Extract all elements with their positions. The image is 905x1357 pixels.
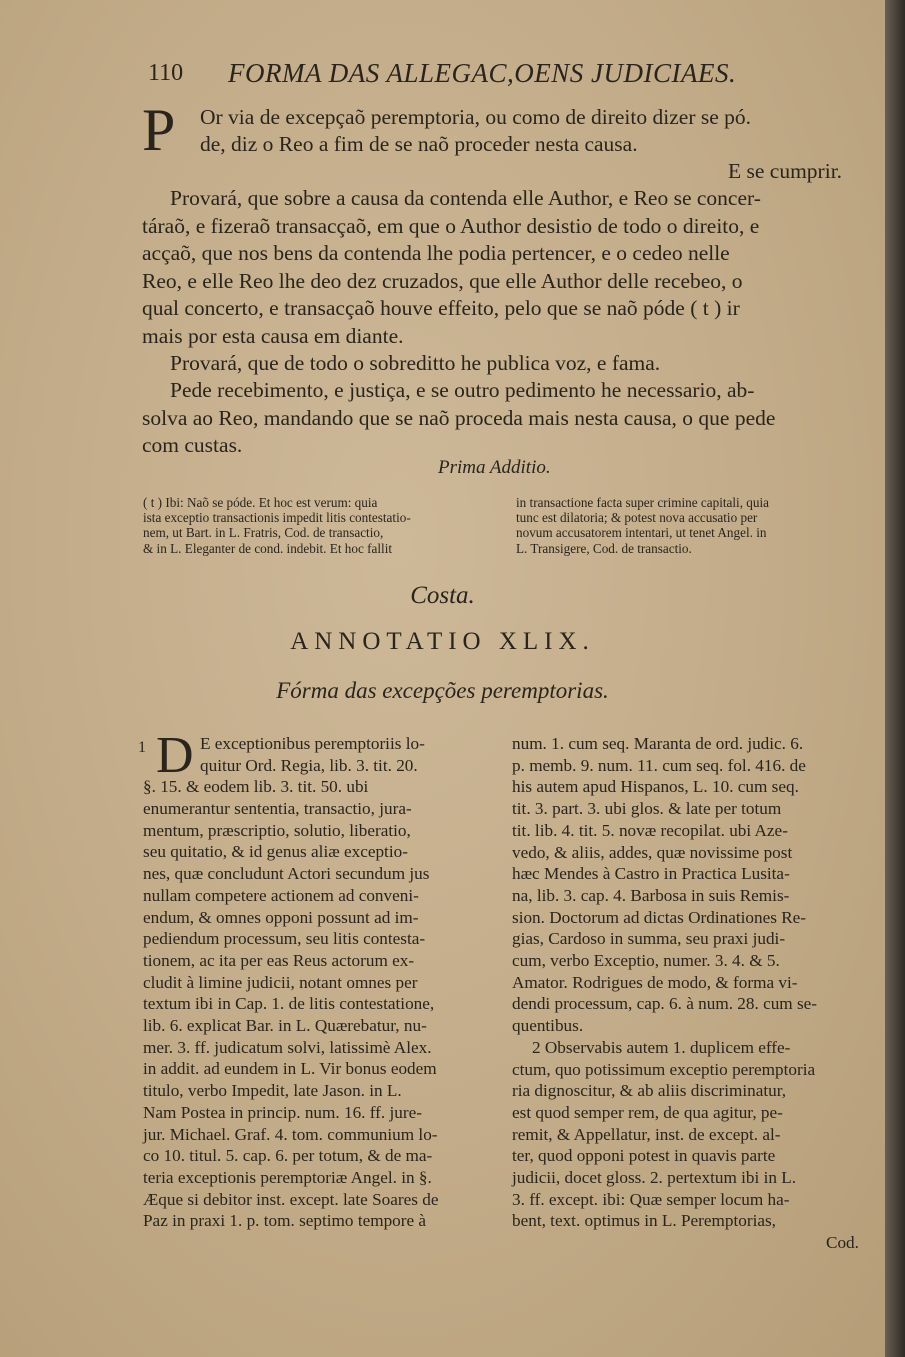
drop-cap-d: D [156, 727, 194, 784]
commentary-line: mer. 3. ff. judicatum solvi, latissimè Alex. [143, 1037, 432, 1057]
commentary-line: nullam competere actionem ad conveni- [143, 885, 419, 905]
text-line: solva ao Reo, mandando que se naõ proceda mais nesta causa, o que pede [142, 405, 776, 430]
commentary-line: dendi processum, cap. 6. à num. 28. cum se- [512, 994, 818, 1014]
commentary-line: seu quitatio, & id genus aliæ exceptio- [143, 842, 408, 862]
commentary-line: na, lib. 3. cap. 4. Barbosa in suis Remis- [512, 885, 790, 905]
commentary-line: enumerantur sententia, transactio, jura- [143, 799, 412, 818]
text-line: com custas. [142, 433, 243, 457]
commentary-line: 3. ff. except. ibi: Quæ semper locum ha- [512, 1189, 790, 1209]
commentary-line: est quod semper rem, de qua agitur, pe- [512, 1102, 783, 1122]
commentary-line: in addit. ad eundem in L. Vir bonus eodem [143, 1059, 437, 1079]
commentary-line: textum ibi in Cap. 1. de litis contestatione, [143, 994, 435, 1014]
page-number: 110 [148, 60, 184, 86]
footnote-line: nem, ut Bart. in L. Fratris, Cod. de transactio, [143, 525, 384, 541]
commentary-line: cludit à limine judicii, notant omnes per [143, 972, 418, 992]
text-line: Provará, que de todo o sobreditto he publica voz, e fama. [170, 351, 661, 375]
commentary-line: Amator. Rodrigues de modo, & forma vi- [512, 972, 798, 992]
commentary-line: gias, Cardoso in summa, seu praxi judi- [512, 929, 786, 949]
commentary-line: Cod. [826, 1233, 859, 1253]
text-line: táraõ, e fizeraõ transacçaõ, em que o Author desistio de todo o direito, e [142, 213, 760, 238]
paragraph-number-1: 1 [138, 739, 146, 756]
commentary-line: quitur Ord. Regia, lib. 3. tit. 20. [200, 755, 418, 775]
page-header [148, 58, 848, 90]
commentary-line: mentum, præscriptio, solutio, liberatio, [143, 820, 411, 840]
text-line: qual concerto, e transacçaõ houve effeito, pelo que se naõ póde ( t ) ir [142, 296, 740, 320]
commentary-line: bent, text. optimus in L. Peremptorias, [512, 1211, 776, 1231]
footnote-line: & in L. Eleganter de cond. indebit. Et hoc fallit [143, 540, 393, 556]
text-line: Pede recebimento, e justiça, e se outro pedimento he necessario, ab- [170, 378, 755, 402]
section-heading: ANNOTATIO XLIX. [290, 628, 595, 655]
commentary-line: lib. 6. explicat Bar. in L. Quærebatur, nu- [143, 1016, 427, 1035]
footnote-line: in transactione facta super crimine capitali, quia [516, 495, 770, 510]
drop-cap-p: P [142, 97, 176, 163]
commentary-line: 2 Observabis autem 1. duplicem effe- [532, 1037, 791, 1057]
commentary-line: sion. Doctorum ad dictas Ordinationes Re- [512, 907, 807, 927]
text-line: Reo, e elle Reo lhe deo dez cruzados, que elle Author delle recebeo, o [142, 268, 743, 293]
footnote-line: tunc est dilatoria; & potest nova accusatio per [516, 510, 758, 526]
commentary-line: Paz in praxi 1. p. tom. septimo tempore à [143, 1211, 427, 1231]
commentary-line: §. 15. & eodem lib. 3. tit. 50. ubi [143, 777, 369, 797]
commentary-line: Nam Postea in princip. num. 16. ff. jure- [143, 1102, 422, 1122]
commentary-line: co 10. titul. 5. cap. 6. per totum, & de ma- [143, 1146, 433, 1166]
commentary-line: endum, & omnes opponi possunt ad im- [143, 907, 419, 927]
commentary-line: cum, verbo Exceptio, numer. 3. 4. & 5. [512, 951, 780, 970]
footnote-line: ista exceptio transactionis impedit litis contestatio- [143, 510, 411, 526]
text-line: acçaõ, que nos bens da contenda lhe podia pertencer, e o cedeo nelle [142, 241, 730, 265]
text-line: de, diz o Reo a fim de se naõ proceder nesta causa. [200, 132, 638, 156]
commentary-line: remit, & Appellatur, inst. de except. al- [512, 1124, 781, 1144]
commentary-line: ria dignoscitur, & ab aliis discriminatur, [512, 1081, 787, 1101]
footnote-line: novum accusatorem intentari, ut tenet Angel. in [516, 525, 767, 541]
running-title: FORMA DAS ALLEGAC,OENS JUDICIAES. [228, 58, 737, 88]
commentary-line: nes, quæ concludunt Actori secundum jus [143, 864, 430, 884]
section-author: Costa. [410, 582, 475, 609]
commentary-line: titulo, verbo Impedit, late Jason. in L. [143, 1081, 402, 1101]
commentary-line: ctum, quo potissimum exceptio peremptoria [512, 1059, 816, 1079]
footnote-line: ( t ) Ibi: Naõ se póde. Et hoc est verum: quia [143, 495, 378, 510]
commentary-line: pediendum processum, seu litis contesta- [143, 929, 426, 949]
commentary-line: tit. 3. part. 3. ubi glos. & late per totum [512, 799, 782, 819]
commentary-line: num. 1. cum seq. Maranta de ord. judic. 6. [512, 734, 804, 753]
book-edge [885, 0, 905, 1357]
section-subheading: Fórma das excepções peremptorias. [276, 678, 609, 703]
commentary-line: hæc Mendes à Castro in Practica Lusita- [512, 864, 790, 884]
commentary-line: his autem apud Hispanos, L. 10. cum seq. [512, 777, 799, 797]
commentary-line: tionem, ac ita per eas Reus actorum ex- [143, 950, 415, 970]
prima-additio: Prima Additio. [438, 457, 551, 478]
commentary-line: teria exceptionis peremptoriæ Angel. in §. [143, 1167, 432, 1187]
commentary-line: E exceptionibus peremptoriis lo- [200, 734, 425, 753]
commentary-line: p. memb. 9. num. 11. cum seq. fol. 416. de [512, 755, 806, 775]
text-line: Provará, que sobre a causa da contenda elle Author, e Reo se concer- [170, 186, 761, 210]
commentary-line: quentibus. [512, 1016, 584, 1036]
text-line: Or via de excepçaõ peremptoria, ou como de direito dizer se pó. [200, 105, 752, 129]
commentary-line: ter, quod opponi potest in quavis parte [512, 1146, 776, 1166]
text-line: mais por esta causa em diante. [142, 323, 404, 348]
footnote-line: L. Transigere, Cod. de transactio. [516, 540, 692, 556]
commentary-line: vedo, & aliis, addes, quæ novissime post [512, 842, 793, 862]
commentary-line: Æque si debitor inst. except. late Soares de [143, 1189, 439, 1209]
commentary-line: jur. Michael. Graf. 4. tom. communium lo- [143, 1124, 438, 1144]
commentary-line: judicii, docet gloss. 2. pertextum ibi in L. [512, 1168, 797, 1187]
cumprir-line: E se cumprir. [728, 159, 843, 183]
commentary-line: tit. lib. 4. tit. 5. novæ recopilat. ubi Aze- [512, 820, 788, 840]
